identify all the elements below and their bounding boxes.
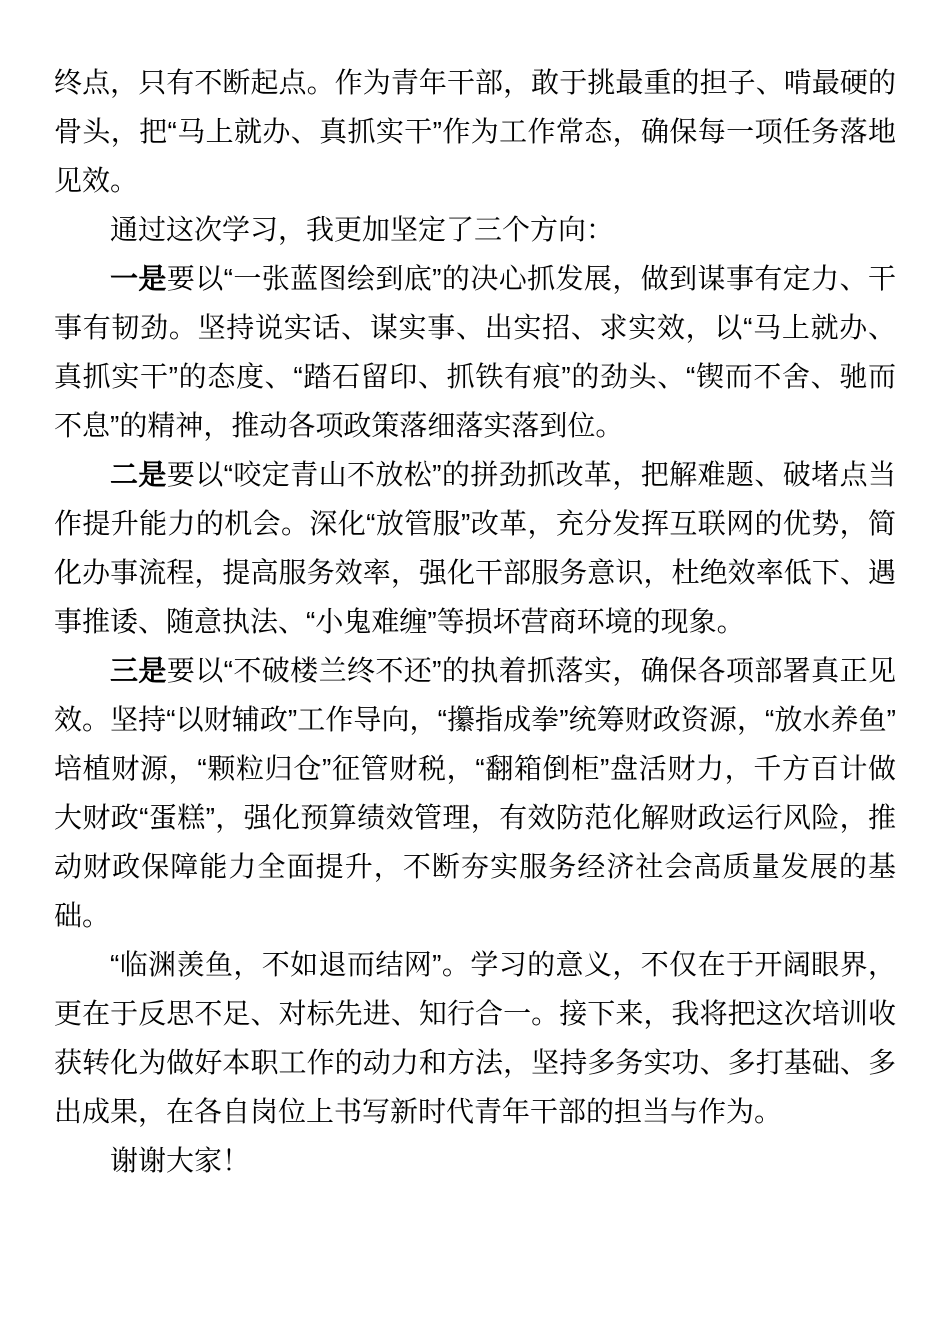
paragraph-text: 终点，只有不断起点。作为青年干部，敢于挑最重的担子、啃最硬的骨头，把“马上就办、真抓实干”作为工作常态，确保每一项任务落地见效。 <box>54 67 896 196</box>
paragraph-text: 要以“咬定青山不放松”的拼劲抓改革，把解难题、破堵点当作提升能力的机会。深化“放管服”改革，充分发挥互联网的优势，简化办事流程，提高服务效率，强化干部服务意识，杜绝效率低下、遇事推诿、随意执法、“小鬼难缠”等损坏营商环境的现象。 <box>54 459 896 637</box>
paragraph-3-point-one <box>54 254 896 450</box>
point-marker-one: 一是 <box>110 263 167 294</box>
paragraph-text: 通过这次学习，我更加坚定了三个方向： <box>110 214 615 245</box>
paragraph-1 <box>54 58 896 205</box>
paragraph-text: “临渊羡鱼，不如退而结网”。学习的意义，不仅在于开阔眼界，更在于反思不足、对标先进、知行合一。接下来，我将把这次培训收获转化为做好本职工作的动力和方法，坚持多务实功、多打基础、多出成果，在各自岗位上书写新时代青年干部的担当与作为。 <box>54 949 896 1127</box>
paragraph-7-closing <box>54 1136 896 1185</box>
paragraph-6-conclusion <box>54 940 896 1136</box>
paragraph-4-point-two <box>54 450 896 646</box>
document-body <box>54 58 896 1185</box>
point-marker-three: 三是 <box>110 655 167 686</box>
point-marker-two: 二是 <box>110 459 167 490</box>
paragraph-text: 要以“不破楼兰终不还”的执着抓落实，确保各项部署真正见效。坚持“以财辅政”工作导向，“攥指成拳”统筹财政资源，“放水养鱼”培植财源，“颗粒归仓”征管财税，“翻箱倒柜”盘活财力，千方百计做大财政“蛋糕”，强化预算绩效管理，有效防范化解财政运行风险，推动财政保障能力全面提升，不断夯实服务经济社会高质量发展的基础。 <box>54 655 896 931</box>
paragraph-text: 要以“一张蓝图绘到底”的决心抓发展，做到谋事有定力、干事有韧劲。坚持说实话、谋实事、出实招、求实效，以“马上就办、真抓实干”的态度、“踏石留印、抓铁有痕”的劲头、“锲而不舍、驰而不息”的精神，推动各项政策落细落实落到位。 <box>54 263 896 441</box>
paragraph-5-point-three <box>54 646 896 940</box>
paragraph-2 <box>54 205 896 254</box>
paragraph-text: 谢谢大家！ <box>110 1145 251 1176</box>
